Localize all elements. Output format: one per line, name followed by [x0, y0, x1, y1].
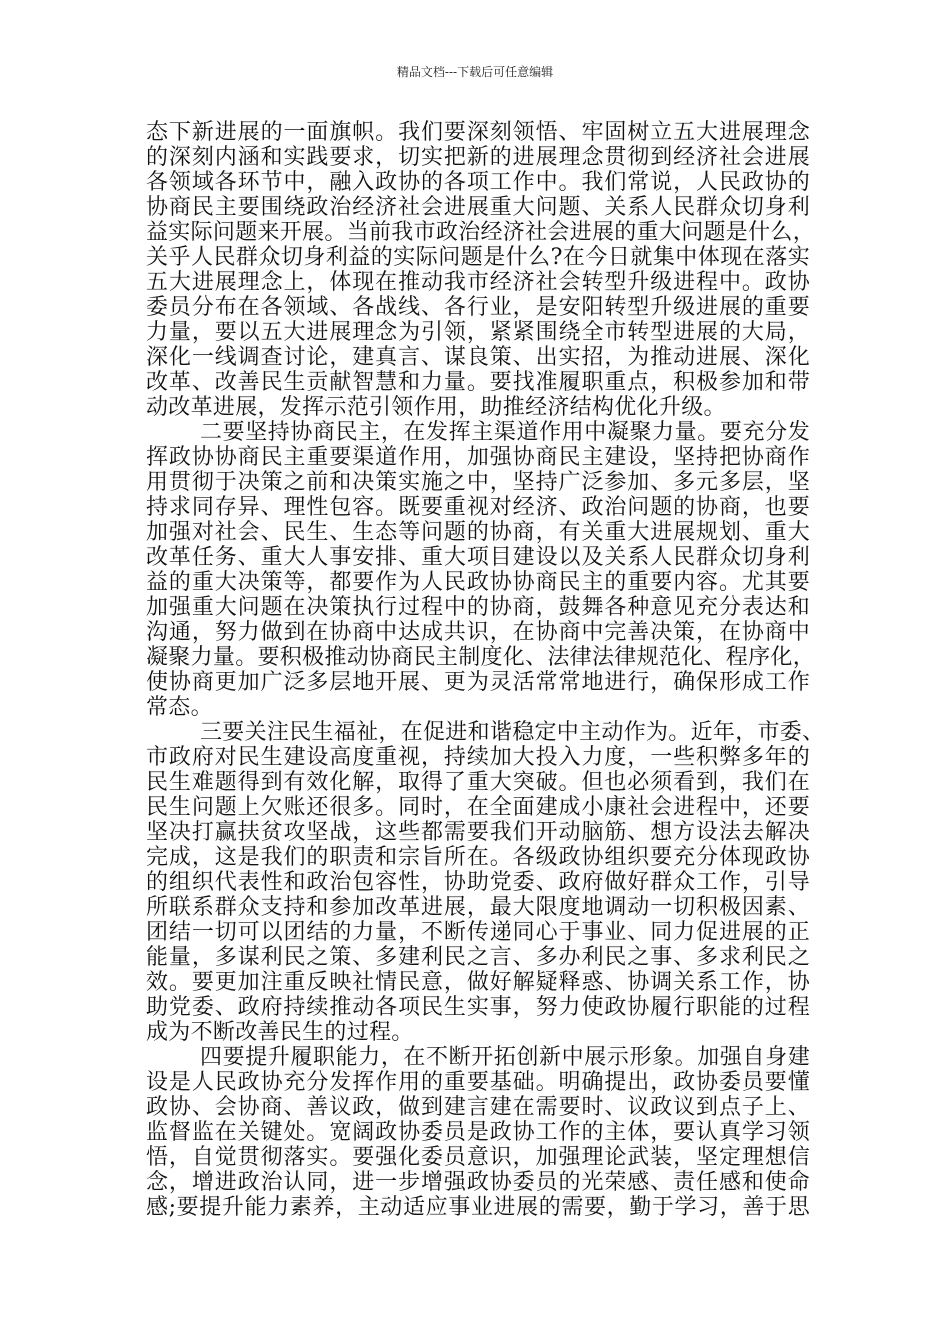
text-line: 动改革进展，发挥示范引领作用，助推经济结构优化升级。 [146, 395, 726, 420]
text-line: 二要坚持协商民主，在发挥主渠道作用中凝聚力量。要充分发 [200, 420, 810, 445]
text-line: 使协商更加广泛多层地开展、更为灵活常常地进行，确保形成工作 [146, 670, 810, 695]
text-line: 改革、改善民生贡献智慧和力量。要找准履职重点，积极参加和带 [146, 370, 810, 395]
document-body [146, 120, 825, 1220]
text-line: 完成，这是我们的职责和宗旨所在。各级政协组织要充分体现政协 [146, 845, 810, 870]
text-line: 协商民主要围绕政治经济社会进展重大问题、关系人民群众切身利 [146, 195, 810, 220]
text-line: 悟，自觉贯彻落实。要强化委员意识，加强理论武装，坚定理想信 [146, 1145, 810, 1170]
text-line: 各领域各环节中，融入政协的各项工作中。我们常说，人民政协的 [146, 170, 810, 195]
text-line: 用贯彻于决策之前和决策实施之中，坚持广泛参加、多元多层，坚 [146, 470, 810, 495]
text-line: 加强重大问题在决策执行过程中的协商，鼓舞各种意见充分表达和 [146, 595, 810, 620]
text-line: 政协、会协商、善议政，做到建言建在需要时、议政议到点子上、 [146, 1095, 810, 1120]
text-line: 团结一切可以团结的力量，不断传递同心于事业、同力促进展的正 [146, 920, 810, 945]
text-line: 感;要提升能力素养，主动适应事业进展的需要，勤于学习，善于思 [146, 1195, 810, 1220]
text-line: 能量，多谋利民之策、多建利民之言、多办利民之事、多求利民之 [146, 945, 810, 970]
text-line: 益的重大决策等，都要作为人民政协协商民主的重要内容。尤其要 [146, 570, 810, 595]
text-line: 坚决打赢扶贫攻坚战，这些都需要我们开动脑筋、想方设法去解决 [146, 820, 810, 845]
text-line: 力量，要以五大进展理念为引领，紧紧围绕全市转型进展的大局， [146, 320, 810, 345]
text-line: 效。要更加注重反映社情民意，做好解疑释惑、协调关系工作，协 [146, 970, 810, 995]
text-line: 四要提升履职能力，在不断开拓创新中展示形象。加强自身建 [200, 1045, 810, 1070]
text-line: 的深刻内涵和实践要求，切实把新的进展理念贯彻到经济社会进展 [146, 145, 810, 170]
text-line: 市政府对民生建设高度重视，持续加大投入力度，一些积弊多年的 [146, 745, 810, 770]
paragraph [146, 420, 816, 720]
text-line: 益实际问题来开展。当前我市政治经济社会进展的重大问题是什么， [146, 220, 816, 245]
paragraph [146, 120, 816, 420]
text-line: 委员分布在各领域、各战线、各行业，是安阳转型升级进展的重要 [146, 295, 810, 320]
text-line: 设是人民政协充分发挥作用的重要基础。明确提出，政协委员要懂 [146, 1070, 810, 1095]
text-line: 沟通，努力做到在协商中达成共识，在协商中完善决策，在协商中 [146, 620, 810, 645]
text-line: 助党委、政府持续推动各项民生实事，努力使政协履行职能的过程 [146, 995, 810, 1020]
text-line: 三要关注民生福祉，在促进和谐稳定中主动作为。近年，市委、 [200, 720, 825, 745]
text-line: 的组织代表性和政治包容性，协助党委、政府做好群众工作，引导 [146, 870, 810, 895]
text-line: 成为不断改善民生的过程。 [146, 1020, 414, 1045]
text-line: 挥政协协商民主重要渠道作用，加强协商民主建设，坚持把协商作 [146, 445, 810, 470]
text-line: 常态。 [146, 695, 213, 720]
text-line: 持求同存异、理性包容。既要重视对经济、政治问题的协商，也要 [146, 495, 810, 520]
text-line: 五大进展理念上，体现在推动我市经济社会转型升级进程中。政协 [146, 270, 810, 295]
text-line: 加强对社会、民生、生态等问题的协商，有关重大进展规划、重大 [146, 520, 810, 545]
text-line: 改革任务、重大人事安排、重大项目建设以及关系人民群众切身利 [146, 545, 810, 570]
text-line: 监督监在关键处。宽阔政协委员是政协工作的主体，要认真学习领 [146, 1120, 810, 1145]
paragraph [146, 1045, 810, 1220]
text-line: 所联系群众支持和参加改革进展，最大限度地调动一切积极因素、 [146, 895, 810, 920]
paragraph [146, 720, 825, 1045]
text-line: 念，增进政治认同，进一步增强政协委员的光荣感、责任感和使命 [146, 1170, 810, 1195]
page-header: 精品文档---下载后可任意编辑 [396, 65, 554, 79]
text-line: 深化一线调查讨论，建真言、谋良策、出实招，为推动进展、深化 [146, 345, 810, 370]
text-line: 凝聚力量。要积极推动协商民主制度化、法律法律规范化、程序化， [146, 645, 816, 670]
text-line: 态下新进展的一面旗帜。我们要深刻领悟、牢固树立五大进展理念 [146, 120, 810, 145]
text-line: 关乎人民群众切身利益的实际问题是什么?在今日就集中体现在落实 [146, 245, 810, 270]
text-line: 民生难题得到有效化解，取得了重大突破。但也必须看到，我们在 [146, 770, 810, 795]
text-line: 民生问题上欠账还很多。同时，在全面建成小康社会进程中，还要 [146, 795, 810, 820]
